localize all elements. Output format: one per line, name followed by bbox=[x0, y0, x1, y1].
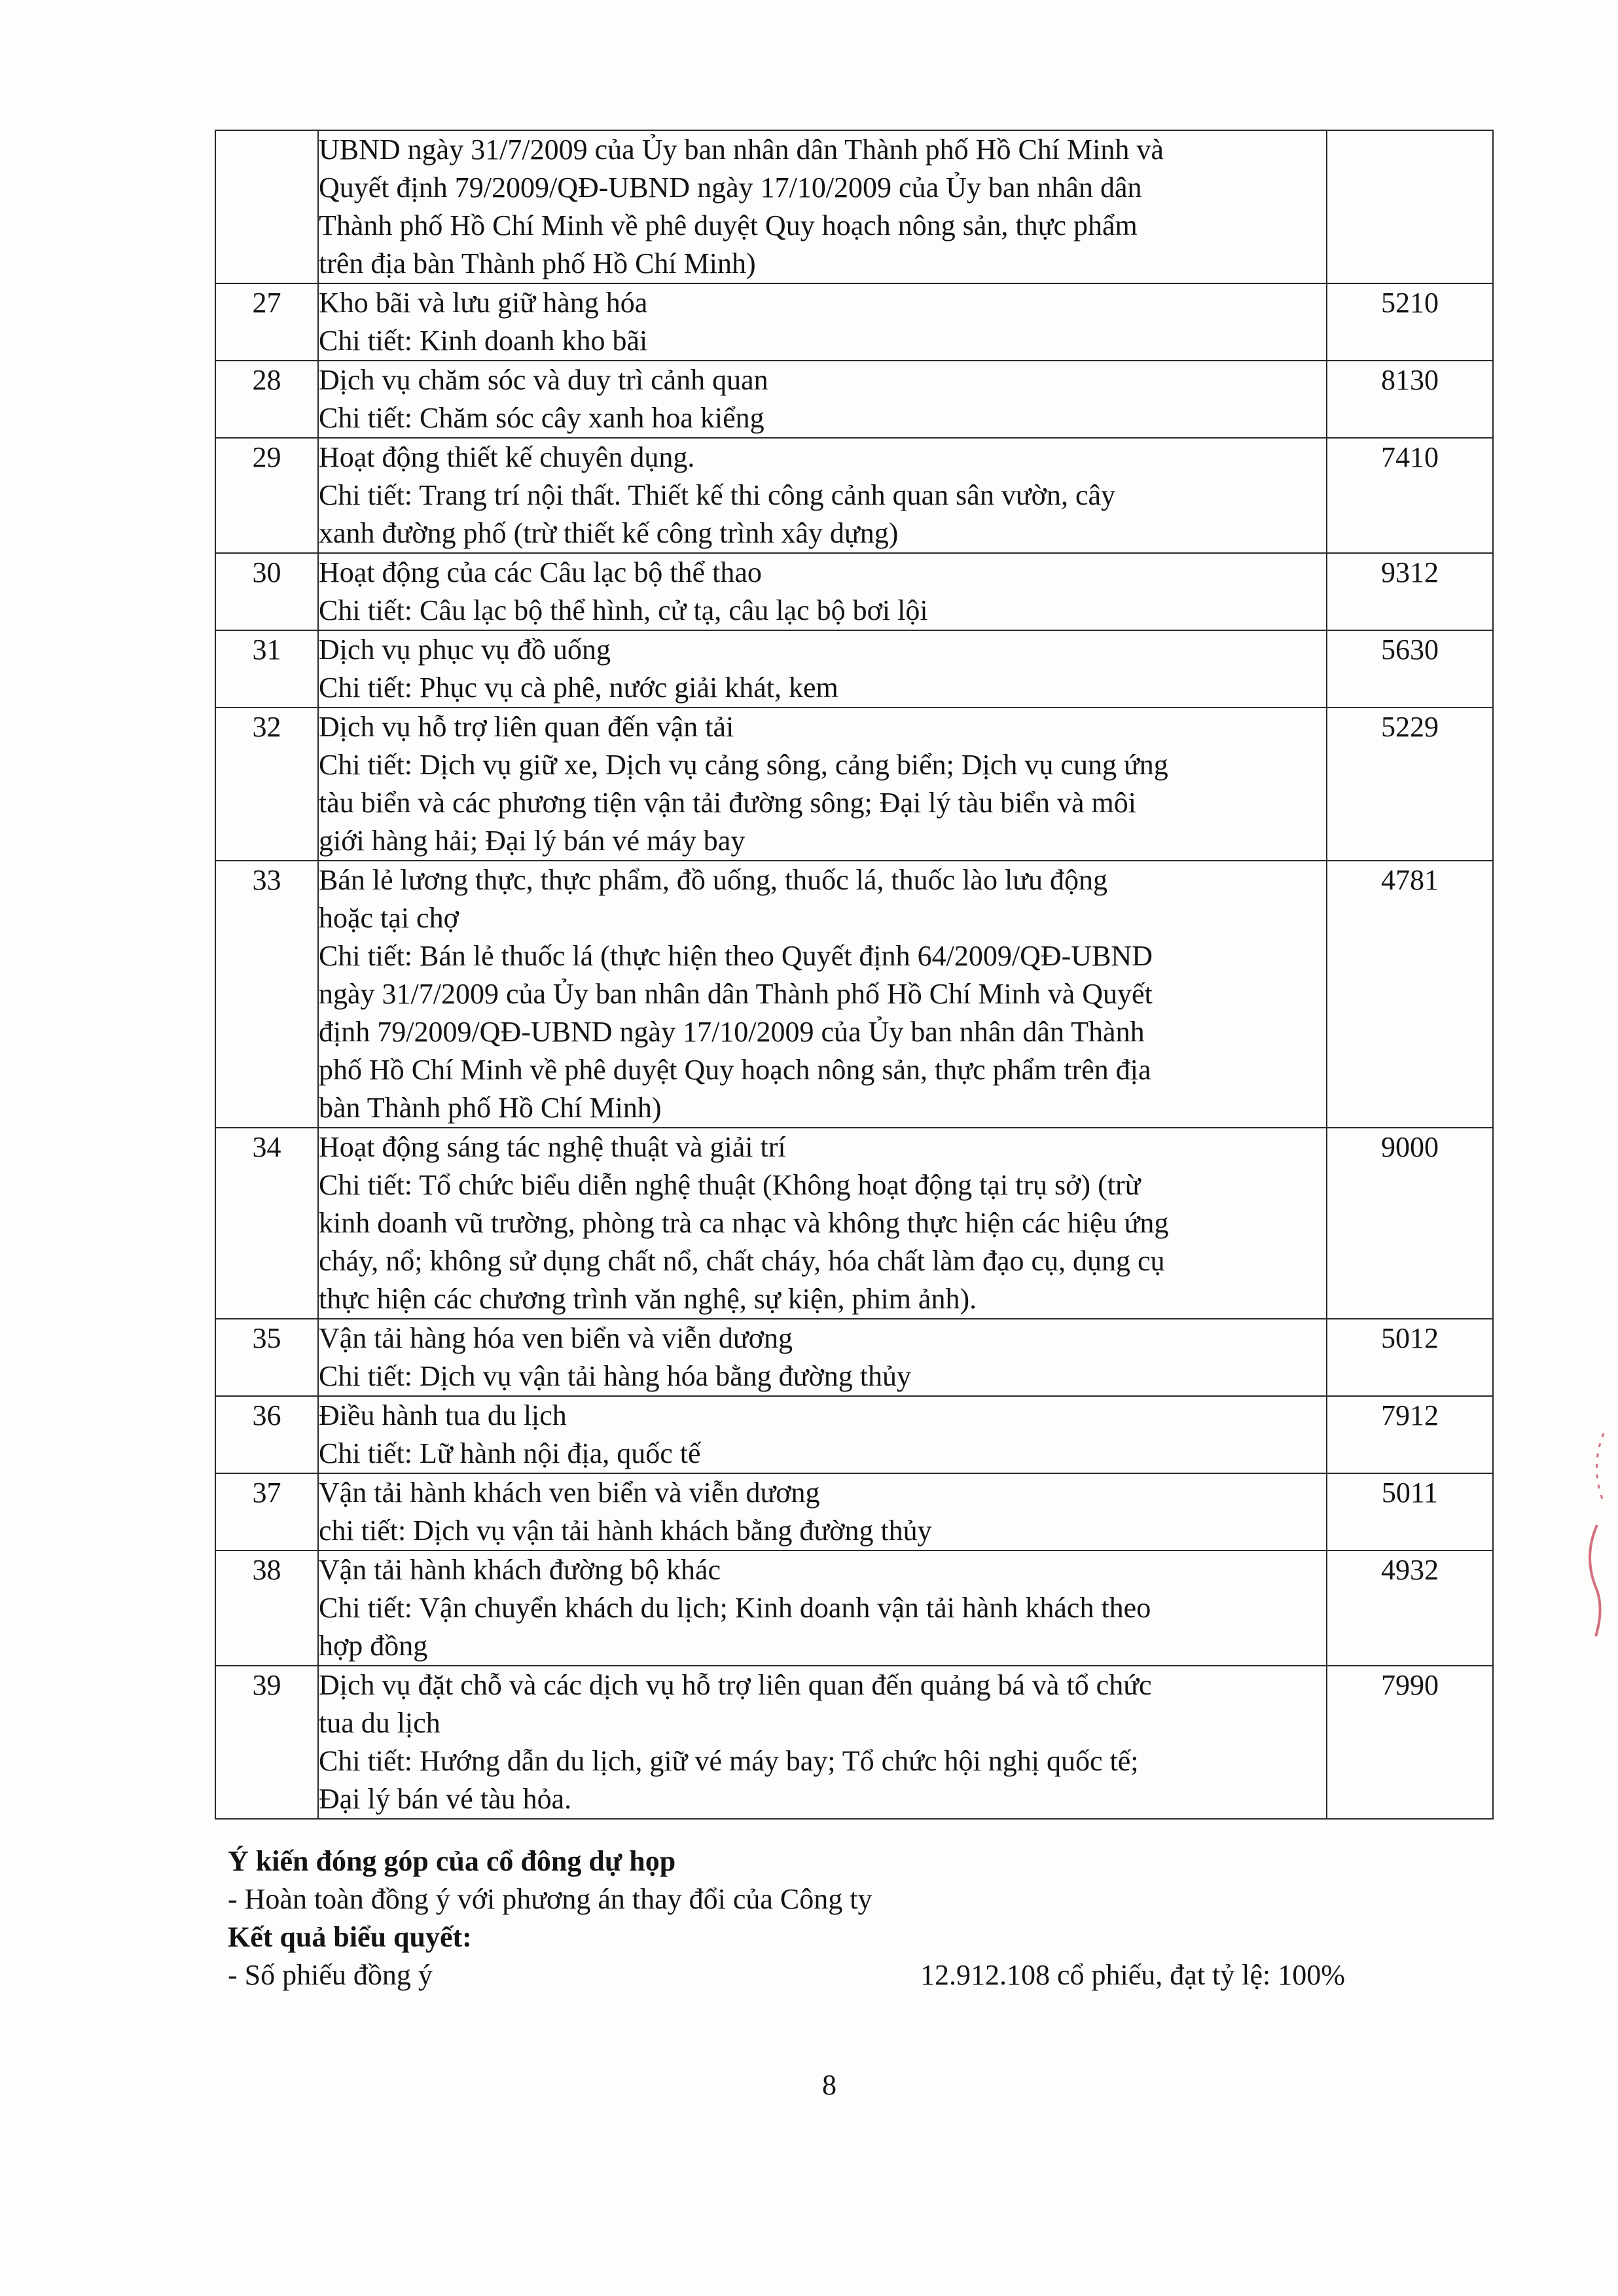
business-line-description bbox=[318, 1319, 1327, 1396]
table-row bbox=[215, 1666, 1493, 1819]
table-row bbox=[215, 1551, 1493, 1666]
description-line: Dịch vụ phục vụ đồ uống bbox=[319, 634, 611, 666]
result-heading: Kết quả biểu quyết: bbox=[228, 1921, 472, 1953]
industry-code: 7410 bbox=[1327, 438, 1493, 553]
industry-code: 5210 bbox=[1327, 283, 1493, 361]
description-line: Chi tiết: Lữ hành nội địa, quốc tế bbox=[319, 1437, 701, 1469]
description-line: xanh đường phố (trừ thiết kế công trình xây dựng) bbox=[319, 517, 899, 549]
table-row bbox=[215, 708, 1493, 861]
description-line: Vận tải hành khách ven biển và viễn dương bbox=[319, 1477, 820, 1509]
description-line: Dịch vụ hỗ trợ liên quan đến vận tải bbox=[319, 711, 734, 743]
row-number: 29 bbox=[215, 438, 318, 553]
stamp-edge-mark bbox=[1577, 1427, 1617, 1649]
description-line: Chi tiết: Tổ chức biểu diễn nghệ thuật (Không hoạt động tại trụ sở) (trừ bbox=[319, 1169, 1141, 1201]
description-line: hoặc tại chợ bbox=[319, 902, 459, 934]
industry-code: 8130 bbox=[1327, 361, 1493, 438]
business-line-description bbox=[318, 630, 1327, 708]
description-line: Đại lý bán vé tàu hỏa. bbox=[319, 1783, 572, 1815]
table-row bbox=[215, 361, 1493, 438]
table-row bbox=[215, 283, 1493, 361]
description-line: Chi tiết: Bán lẻ thuốc lá (thực hiện theo Quyết định 64/2009/QĐ-UBND bbox=[319, 940, 1153, 972]
table-row bbox=[215, 130, 1493, 283]
row-number: 31 bbox=[215, 630, 318, 708]
vote-result-row bbox=[228, 1956, 1345, 1994]
row-number: 36 bbox=[215, 1396, 318, 1473]
table-row bbox=[215, 861, 1493, 1128]
description-line: Chi tiết: Trang trí nội thất. Thiết kế thi công cảnh quan sân vườn, cây bbox=[319, 479, 1116, 511]
description-line: chi tiết: Dịch vụ vận tải hành khách bằng đường thủy bbox=[319, 1515, 932, 1547]
row-number: 38 bbox=[215, 1551, 318, 1666]
description-line: hợp đồng bbox=[319, 1630, 428, 1662]
industry-code: 9000 bbox=[1327, 1128, 1493, 1319]
description-line: trên địa bàn Thành phố Hồ Chí Minh) bbox=[319, 247, 756, 279]
description-line: phố Hồ Chí Minh về phê duyệt Quy hoạch nông sản, thực phẩm trên địa bbox=[319, 1054, 1151, 1086]
industry-code: 4932 bbox=[1327, 1551, 1493, 1666]
business-line-description bbox=[318, 1473, 1327, 1551]
description-line: Dịch vụ đặt chỗ và các dịch vụ hỗ trợ liên quan đến quảng bá và tổ chức bbox=[319, 1669, 1152, 1701]
description-line: ngày 31/7/2009 của Ủy ban nhân dân Thành phố Hồ Chí Minh và Quyết bbox=[319, 978, 1153, 1010]
description-line: giới hàng hải; Đại lý bán vé máy bay bbox=[319, 825, 746, 857]
description-line: cháy, nổ; không sử dụng chất nổ, chất cháy, hóa chất làm đạo cụ, dụng cụ bbox=[319, 1245, 1165, 1277]
business-lines-table bbox=[215, 130, 1494, 1820]
vote-label: - Số phiếu đồng ý bbox=[228, 1959, 433, 1991]
description-line: Chi tiết: Dịch vụ giữ xe, Dịch vụ cảng sông, cảng biển; Dịch vụ cung ứng bbox=[319, 749, 1168, 781]
industry-code: 9312 bbox=[1327, 553, 1493, 630]
industry-code: 4781 bbox=[1327, 861, 1493, 1128]
vote-value: 12.912.108 cổ phiếu, đạt tỷ lệ: 100% bbox=[920, 1959, 1345, 1991]
industry-code: 5630 bbox=[1327, 630, 1493, 708]
description-line: UBND ngày 31/7/2009 của Ủy ban nhân dân Thành phố Hồ Chí Minh và bbox=[319, 134, 1164, 166]
description-line: Chi tiết: Phục vụ cà phê, nước giải khát, kem bbox=[319, 672, 838, 704]
row-number: 33 bbox=[215, 861, 318, 1128]
description-line: Hoạt động thiết kế chuyên dụng. bbox=[319, 441, 695, 473]
table-row bbox=[215, 1319, 1493, 1396]
industry-code: 5229 bbox=[1327, 708, 1493, 861]
business-line-description bbox=[318, 1551, 1327, 1666]
description-line: định 79/2009/QĐ-UBND ngày 17/10/2009 của Ủy ban nhân dân Thành bbox=[319, 1016, 1145, 1048]
description-line: tàu biển và các phương tiện vận tải đường sông; Đại lý tàu biển và môi bbox=[319, 787, 1136, 819]
description-line: tua du lịch bbox=[319, 1707, 440, 1739]
description-line: Vận tải hành khách đường bộ khác bbox=[319, 1554, 721, 1586]
opinion-text: - Hoàn toàn đồng ý với phương án thay đổi của Công ty bbox=[228, 1883, 872, 1915]
description-line: thực hiện các chương trình văn nghệ, sự kiện, phim ảnh). bbox=[319, 1283, 977, 1315]
row-number: 37 bbox=[215, 1473, 318, 1551]
industry-code: 5011 bbox=[1327, 1473, 1493, 1551]
business-line-description bbox=[318, 708, 1327, 861]
row-number bbox=[215, 130, 318, 283]
table-row bbox=[215, 1396, 1493, 1473]
description-line: Điều hành tua du lịch bbox=[319, 1399, 567, 1431]
row-number: 28 bbox=[215, 361, 318, 438]
row-number: 32 bbox=[215, 708, 318, 861]
table-row bbox=[215, 1473, 1493, 1551]
business-line-description bbox=[318, 1128, 1327, 1319]
business-line-description bbox=[318, 283, 1327, 361]
description-line: Chi tiết: Vận chuyển khách du lịch; Kinh doanh vận tải hành khách theo bbox=[319, 1592, 1151, 1624]
table-row bbox=[215, 630, 1493, 708]
description-line: bàn Thành phố Hồ Chí Minh) bbox=[319, 1092, 662, 1124]
table-row bbox=[215, 1128, 1493, 1319]
description-line: kinh doanh vũ trường, phòng trà ca nhạc và không thực hiện các hiệu ứng bbox=[319, 1207, 1169, 1239]
description-line: Dịch vụ chăm sóc và duy trì cảnh quan bbox=[319, 364, 768, 396]
business-line-description bbox=[318, 438, 1327, 553]
industry-code: 7990 bbox=[1327, 1666, 1493, 1819]
business-line-description bbox=[318, 130, 1327, 283]
page-number: 8 bbox=[822, 2069, 836, 2101]
description-line: Bán lẻ lương thực, thực phẩm, đồ uống, thuốc lá, thuốc lào lưu động bbox=[319, 864, 1108, 896]
industry-code: 7912 bbox=[1327, 1396, 1493, 1473]
table-row bbox=[215, 553, 1493, 630]
description-line: Hoạt động sáng tác nghệ thuật và giải trí bbox=[319, 1131, 786, 1163]
business-line-description bbox=[318, 861, 1327, 1128]
description-line: Chi tiết: Dịch vụ vận tải hàng hóa bằng đường thủy bbox=[319, 1360, 911, 1392]
opinion-heading: Ý kiến đóng góp của cổ đông dự họp bbox=[228, 1845, 676, 1877]
industry-code: 5012 bbox=[1327, 1319, 1493, 1396]
industry-code bbox=[1327, 130, 1493, 283]
description-line: Vận tải hàng hóa ven biển và viễn dương bbox=[319, 1322, 793, 1354]
description-line: Chi tiết: Hướng dẫn du lịch, giữ vé máy bay; Tổ chức hội nghị quốc tế; bbox=[319, 1745, 1139, 1777]
row-number: 34 bbox=[215, 1128, 318, 1319]
row-number: 27 bbox=[215, 283, 318, 361]
row-number: 39 bbox=[215, 1666, 318, 1819]
description-line: Hoạt động của các Câu lạc bộ thể thao bbox=[319, 556, 762, 588]
business-line-description bbox=[318, 361, 1327, 438]
business-line-description bbox=[318, 553, 1327, 630]
description-line: Chi tiết: Chăm sóc cây xanh hoa kiểng bbox=[319, 402, 764, 434]
row-number: 30 bbox=[215, 553, 318, 630]
description-line: Thành phố Hồ Chí Minh về phê duyệt Quy hoạch nông sản, thực phẩm bbox=[319, 209, 1138, 242]
business-line-description bbox=[318, 1396, 1327, 1473]
description-line: Chi tiết: Câu lạc bộ thể hình, cử tạ, câu lạc bộ bơi lội bbox=[319, 594, 928, 626]
row-number: 35 bbox=[215, 1319, 318, 1396]
description-line: Kho bãi và lưu giữ hàng hóa bbox=[319, 287, 648, 319]
description-line: Chi tiết: Kinh doanh kho bãi bbox=[319, 325, 648, 357]
description-line: Quyết định 79/2009/QĐ-UBND ngày 17/10/2009 của Ủy ban nhân dân bbox=[319, 171, 1142, 204]
business-line-description bbox=[318, 1666, 1327, 1819]
table-row bbox=[215, 438, 1493, 553]
